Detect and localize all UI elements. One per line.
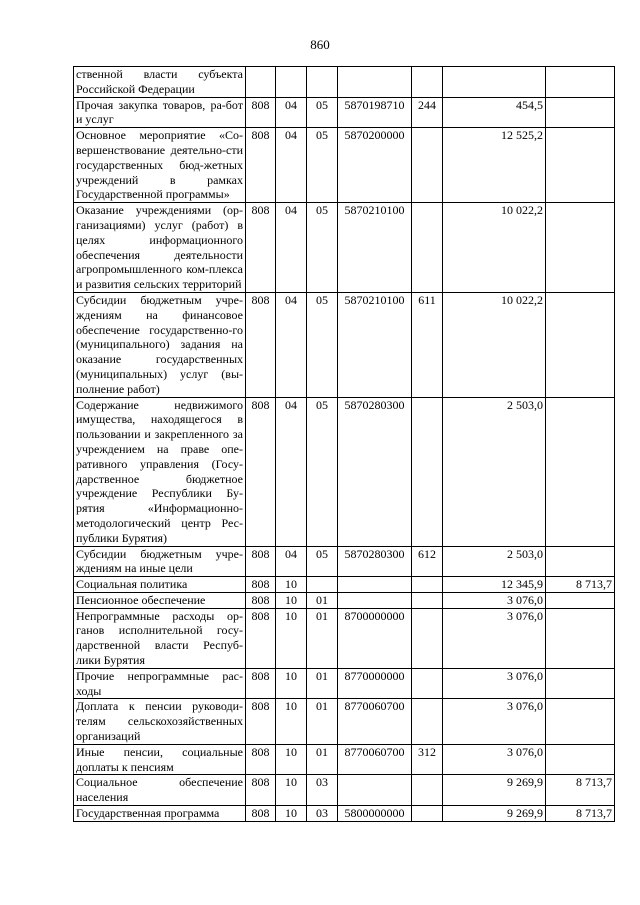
table-row — [74, 397, 615, 546]
amount-subvention-cell — [546, 668, 615, 699]
subsection-code-cell: 05 — [307, 397, 338, 546]
gr-code-cell: 808 — [246, 397, 276, 546]
section-code-cell: 04 — [276, 97, 307, 128]
subsection-code-cell: 05 — [307, 203, 338, 293]
amount-cell: 12 525,2 — [443, 128, 546, 203]
amount-subvention-cell — [546, 292, 615, 397]
amount-subvention-cell: 8 713,7 — [546, 775, 615, 806]
expense-name-cell: Государственная программа — [74, 806, 246, 822]
expense-name-cell: Оказание учреждениями (ор-ганизациями) услуг (работ) в целях информационного обеспечения деятельности агропромышленного ком-плекса и развития сельских территорий — [74, 203, 246, 293]
target-article-cell: 5870198710 — [338, 97, 412, 128]
table-row — [74, 744, 615, 775]
section-code-cell: 10 — [276, 806, 307, 822]
table-row — [74, 806, 615, 822]
amount-cell — [443, 67, 546, 98]
amount-cell: 3 076,0 — [443, 744, 546, 775]
gr-code-cell: 808 — [246, 744, 276, 775]
section-code-cell: 10 — [276, 668, 307, 699]
gr-code-cell: 808 — [246, 546, 276, 577]
section-code-cell: 10 — [276, 592, 307, 608]
table-row — [74, 546, 615, 577]
table-row — [74, 592, 615, 608]
table-row — [74, 577, 615, 593]
target-article-cell — [338, 775, 412, 806]
subsection-code-cell: 05 — [307, 97, 338, 128]
amount-cell: 10 022,2 — [443, 292, 546, 397]
table-row — [74, 292, 615, 397]
subsection-code-cell: 01 — [307, 592, 338, 608]
gr-code-cell: 808 — [246, 97, 276, 128]
expense-type-cell — [412, 699, 443, 744]
expense-type-cell — [412, 577, 443, 593]
amount-subvention-cell — [546, 592, 615, 608]
section-code-cell: 10 — [276, 608, 307, 668]
section-code-cell: 04 — [276, 546, 307, 577]
amount-cell: 2 503,0 — [443, 546, 546, 577]
target-article-cell: 5870210100 — [338, 292, 412, 397]
table-row — [74, 97, 615, 128]
gr-code-cell: 808 — [246, 775, 276, 806]
expense-name-cell: Прочие непрограммные рас-ходы — [74, 668, 246, 699]
gr-code-cell: 808 — [246, 806, 276, 822]
subsection-code-cell: 01 — [307, 744, 338, 775]
expense-type-cell: 312 — [412, 744, 443, 775]
table-body — [74, 67, 615, 822]
expense-type-cell — [412, 668, 443, 699]
amount-subvention-cell: 8 713,7 — [546, 577, 615, 593]
table-row — [74, 668, 615, 699]
subsection-code-cell: 01 — [307, 699, 338, 744]
expense-name-cell: Содержание недвижимого имущества, находящегося в пользовании и закрепленного за учреждением на праве опе-ративного управления (Госу-дарственное бюджетное учреждение Республики Бу-рятия «Информационно-методологический центр Рес-публики Бурятия) — [74, 397, 246, 546]
amount-cell: 9 269,9 — [443, 775, 546, 806]
expense-type-cell — [412, 397, 443, 546]
gr-code-cell: 808 — [246, 128, 276, 203]
expense-name-cell: Социальное обеспечение населения — [74, 775, 246, 806]
expense-name-cell: Субсидии бюджетным учре-ждениям на иные цели — [74, 546, 246, 577]
subsection-code-cell — [307, 67, 338, 98]
table-row — [74, 128, 615, 203]
expense-type-cell: 611 — [412, 292, 443, 397]
gr-code-cell: 808 — [246, 203, 276, 293]
subsection-code-cell: 03 — [307, 806, 338, 822]
amount-cell: 3 076,0 — [443, 699, 546, 744]
expense-name-cell: Иные пенсии, социальные доплаты к пенсиям — [74, 744, 246, 775]
amount-subvention-cell — [546, 546, 615, 577]
amount-subvention-cell — [546, 67, 615, 98]
gr-code-cell: 808 — [246, 699, 276, 744]
target-article-cell — [338, 67, 412, 98]
amount-subvention-cell — [546, 744, 615, 775]
subsection-code-cell: 05 — [307, 292, 338, 397]
subsection-code-cell: 01 — [307, 608, 338, 668]
target-article-cell: 8770000000 — [338, 668, 412, 699]
target-article-cell: 5870280300 — [338, 397, 412, 546]
target-article-cell: 5870280300 — [338, 546, 412, 577]
table-row — [74, 608, 615, 668]
target-article-cell: 8700000000 — [338, 608, 412, 668]
section-code-cell: 04 — [276, 128, 307, 203]
amount-subvention-cell — [546, 699, 615, 744]
target-article-cell — [338, 577, 412, 593]
subsection-code-cell: 01 — [307, 668, 338, 699]
expense-type-cell — [412, 592, 443, 608]
expense-type-cell — [412, 806, 443, 822]
subsection-code-cell: 05 — [307, 128, 338, 203]
table-row — [74, 67, 615, 98]
amount-subvention-cell — [546, 203, 615, 293]
gr-code-cell: 808 — [246, 668, 276, 699]
expense-type-cell — [412, 203, 443, 293]
target-article-cell: 5870210100 — [338, 203, 412, 293]
expense-name-cell: Социальная политика — [74, 577, 246, 593]
target-article-cell: 5870200000 — [338, 128, 412, 203]
expense-name-cell: Непрограммные расходы ор-ганов исполнительной госу-дарственной власти Респуб-лики Бурятия — [74, 608, 246, 668]
subsection-code-cell: 03 — [307, 775, 338, 806]
gr-code-cell: 808 — [246, 592, 276, 608]
table-row — [74, 775, 615, 806]
expense-name-cell: Субсидии бюджетным учре-ждениям на финансовое обеспечение государственно-го (муниципального) задания на оказание государственных (муниципальных) услуг (вы-полнение работ) — [74, 292, 246, 397]
expense-type-cell: 612 — [412, 546, 443, 577]
expense-name-cell: Основное мероприятие «Со-вершенствование деятельно-сти государственных бюд-жетных учреждений в рамках Государственной программы» — [74, 128, 246, 203]
expense-name-cell: Прочая закупка товаров, ра-бот и услуг — [74, 97, 246, 128]
subsection-code-cell: 05 — [307, 546, 338, 577]
amount-cell: 3 076,0 — [443, 608, 546, 668]
amount-subvention-cell: 8 713,7 — [546, 806, 615, 822]
table-row — [74, 699, 615, 744]
section-code-cell: 10 — [276, 744, 307, 775]
section-code-cell: 10 — [276, 577, 307, 593]
expense-type-cell — [412, 67, 443, 98]
expense-type-cell — [412, 608, 443, 668]
gr-code-cell: 808 — [246, 608, 276, 668]
section-code-cell — [276, 67, 307, 98]
amount-cell: 9 269,9 — [443, 806, 546, 822]
section-code-cell: 10 — [276, 699, 307, 744]
page-number: 860 — [310, 37, 330, 52]
target-article-cell: 8770060700 — [338, 744, 412, 775]
section-code-cell: 04 — [276, 203, 307, 293]
gr-code-cell: 808 — [246, 577, 276, 593]
gr-code-cell: 808 — [246, 292, 276, 397]
amount-cell: 3 076,0 — [443, 592, 546, 608]
budget-table — [73, 66, 615, 822]
amount-cell: 454,5 — [443, 97, 546, 128]
expense-type-cell: 244 — [412, 97, 443, 128]
target-article-cell: 8770060700 — [338, 699, 412, 744]
amount-subvention-cell — [546, 397, 615, 546]
amount-cell: 2 503,0 — [443, 397, 546, 546]
section-code-cell: 04 — [276, 292, 307, 397]
expense-name-cell: ственной власти субъекта Российской Федерации — [74, 67, 246, 98]
subsection-code-cell — [307, 577, 338, 593]
table-row — [74, 203, 615, 293]
expense-type-cell — [412, 775, 443, 806]
amount-subvention-cell — [546, 128, 615, 203]
expense-name-cell: Доплата к пенсии руководи-телям сельскохозяйственных организаций — [74, 699, 246, 744]
amount-cell: 3 076,0 — [443, 668, 546, 699]
expense-type-cell — [412, 128, 443, 203]
amount-cell: 12 345,9 — [443, 577, 546, 593]
amount-subvention-cell — [546, 608, 615, 668]
section-code-cell: 04 — [276, 397, 307, 546]
target-article-cell — [338, 592, 412, 608]
target-article-cell: 5800000000 — [338, 806, 412, 822]
gr-code-cell — [246, 67, 276, 98]
amount-cell: 10 022,2 — [443, 203, 546, 293]
section-code-cell: 10 — [276, 775, 307, 806]
amount-subvention-cell — [546, 97, 615, 128]
expense-name-cell: Пенсионное обеспечение — [74, 592, 246, 608]
